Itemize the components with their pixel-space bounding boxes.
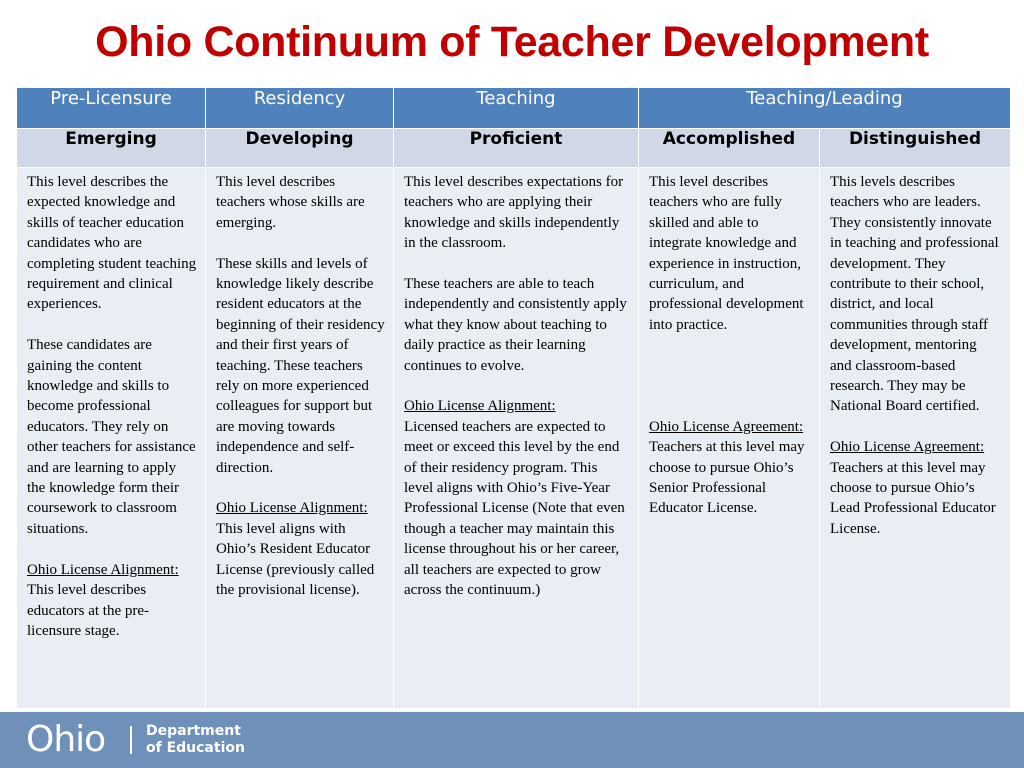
accomplished-description-cell [639,168,820,709]
developing-license-text: This level aligns with Ohio’s Resident Educator License (previously called the provisional license). [216,520,375,599]
emerging-paragraph-2: These candidates are gaining the content knowledge and skills to become professional educators. They rely on other teachers for assistance and are learning to apply the knowledge form their coursework to classroom situations. [27,337,196,537]
stage-teaching-leading: Teaching/Leading [639,88,1011,129]
developing-paragraph-2: These skills and levels of knowledge likely describe resident educators at the beginning of their residency and their first years of teaching. These teachers rely on more experienced colleagues for support but are moving towards independence and self-direction. [216,255,385,476]
level-emerging: Emerging [17,129,206,168]
page-title: Ohio Continuum of Teacher Development [95,18,929,66]
distinguished-description-cell [820,168,1011,709]
logo-divider [130,726,132,754]
stage-residency: Residency [206,88,394,129]
department-of-education-label [146,723,245,757]
proficient-license-text: Licensed teachers are expected to meet or exceed this level by the end of their residency program. This level aligns with Ohio’s Five-Year Professional License (Note that even though a teacher may maintain this license throughout his or her career, all teachers are expected to grow across the continuum.) [404,418,625,599]
level-header-row [17,129,1011,168]
accomplished-license-heading: Ohio License Agreement: [649,418,804,435]
level-developing: Developing [206,129,394,168]
footer-bar [0,712,1024,768]
emerging-license-text: This level describes educators at the pre-licensure stage. [27,582,150,639]
description-row [17,168,1011,709]
dept-line-2: of Education [146,740,245,756]
developing-license-heading: Ohio License Alignment: [216,500,368,517]
dept-line-1: Department [146,723,241,739]
distinguished-license-text: Teachers at this level may choose to pursue Ohio’s Lead Professional Educator License. [830,459,996,537]
developing-description-cell [206,168,394,709]
proficient-paragraph-2: These teachers are able to teach independently and consistently apply what they know about teaching to daily practice as their learning continues to evolve. [404,276,627,374]
emerging-paragraph-1: This level describes the expected knowledge and skills of teacher education candidates who are completing student teaching requirement and clinical experiences. [27,174,197,313]
proficient-description-cell [394,168,639,709]
stage-header-row [17,88,1011,129]
emerging-description-cell [17,168,206,709]
proficient-license-heading: Ohio License Alignment: [404,398,556,415]
distinguished-paragraph-1: This levels describes teachers who are leaders. They consistently innovate in teaching and professional development. They contribute to their school, district, and local communities through staff development, mentoring and classroom-based research. They may be National Board certified. [830,174,999,415]
level-distinguished: Distinguished [820,129,1011,168]
distinguished-license-heading: Ohio License Agreement: [830,439,985,456]
accomplished-license-text: Teachers at this level may choose to pursue Ohio’s Senior Professional Educator License. [649,439,805,517]
proficient-paragraph-1: This level describes expectations for teachers who are applying their knowledge and skills independently in the classroom. [404,174,624,252]
ohio-logo-wordmark: Ohio [26,719,106,760]
developing-paragraph-1: This level describes teachers whose skills are emerging. [216,174,365,231]
level-accomplished: Accomplished [639,129,820,168]
level-proficient: Proficient [394,129,639,168]
stage-teaching: Teaching [394,88,639,129]
teacher-continuum-table [16,87,1011,709]
stage-pre-licensure: Pre-Licensure [17,88,206,129]
accomplished-paragraph-1: This level describes teachers who are fully skilled and able to integrate knowledge and experience in instruction, curriculum, and professional development into practice. [649,174,804,333]
emerging-license-heading: Ohio License Alignment: [27,561,179,578]
